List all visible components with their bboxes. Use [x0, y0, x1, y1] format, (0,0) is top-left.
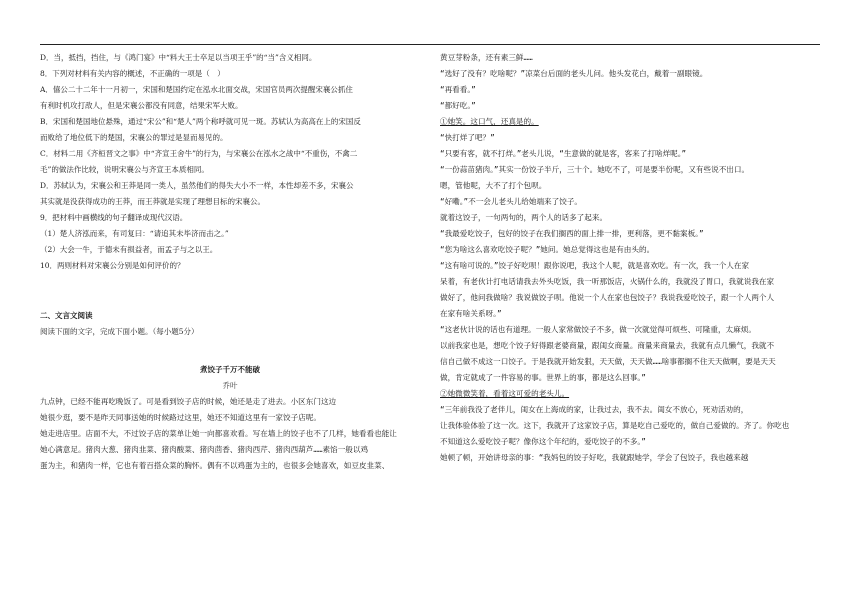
story-line-r4: “都好吃。” [440, 101, 476, 110]
q9-stem: 9．把材料中画横线的句子翻译成现代汉语。 [40, 213, 188, 222]
story-line-r3: “再看看。” [440, 85, 476, 94]
q8-stem: 8．下列对材料有关内容的概述，不正确的一项是（ ） [40, 69, 225, 78]
story-line-r19: 以前我家也是，想吃个饺子好得跟老婆商量，跟闺女商量。商量来商量去，我就有点几懒气，我就不 [440, 341, 775, 350]
q8-option-c-line1: C．材料二用《齐桓晋文之事》中“齐宣王舍牛”的行为，与宋襄公在泓水之战中“不重伤，不禽二 [40, 149, 358, 158]
section-instructions: 阅读下面的文字，完成下面小题。（每小题5分） [40, 327, 199, 336]
header-rule [40, 44, 820, 45]
story-line-4: 她心满意足。猪肉大葱、猪肉韭菜、猪肉酸菜、猪肉茴香、猪肉西芹、猪肉西葫芦……素馅一般以鸡 [40, 445, 369, 454]
story-line-r16: 做好了，他问我做啥？我说做饺子呗。他说一个人在家也包饺子？我说我爱吃饺子，跟一个人两个人 [440, 293, 775, 302]
story-line-r1: 黄豆芽粉条，还有素三鲜…… [440, 53, 533, 62]
underlined-sentence-1: ①她笑。这口气，还真是的。 [440, 117, 539, 126]
story-line-r20: 信自己做不成这一口饺子。于是我就开始发狠，天天做，天天做……啥事都搁不住天天做啊，要是天天 [440, 357, 776, 366]
q8-option-b-line1: B．宋国和楚国地位悬殊，通过“宋公”和“楚人”两个称呼就可见一斑。苏轼认为高高在上的宋国反 [40, 117, 361, 126]
story-line-r24: 让我体验体验了这一次。这下，我就开了这家饺子店，算是吃自己爱吃的，做自己爱做的。齐了。你吃也 [440, 421, 790, 430]
story-line-r18: “这老伙计说的话也有道理。一般人家常做饺子不多，做一次就觉得可烦些、可隆重，太麻烦。 [440, 325, 756, 334]
story-line-r8: “一份蒜苗猪肉。”其实一份饺子半斤，三十个。她吃不了，可是要半份呢，又有些说不出口。 [440, 165, 750, 174]
story-line-r25: 不知道这么爱吃饺子呢？像你这个年纪的，爱吃饺子的不多。” [440, 437, 646, 446]
right-column [440, 50, 820, 466]
q8-option-a-line2: 有利时机攻打敌人，但是宋襄公都没有同意，结果宋军大败。 [40, 101, 243, 110]
story-title: 煮饺子千万不能破 [200, 365, 260, 374]
q8-option-a-line1: A．僖公二十二年十一月初一，宋国和楚国约定在泓水北面交战，宋国官员两次提醒宋襄公抓住 [40, 85, 353, 94]
underlined-sentence-2: ②她微微笑着，看着这可爱的老头儿。 [440, 389, 570, 398]
story-line-r12: “我最爱吃饺子，包好的饺子在我们搁西的面上排一排，更利落，更不黏案板。” [440, 229, 704, 238]
q8-option-d-line2: 其实就是没获得成功的王莽，而王莽就是实现了理想目标的宋襄公。 [40, 197, 265, 206]
q8-option-b-line2: 而败给了地位低下的楚国，宋襄公的罪过是显而易见的。 [40, 133, 228, 142]
q8-option-c-line2: 毛”的做法作比较，说明宋襄公与齐宣王本质相同。 [40, 165, 209, 174]
story-line-r6: “快打烊了吧？” [440, 133, 495, 142]
story-author: 乔叶 [222, 381, 238, 390]
story-line-r26: 她顿了顿，开始讲母亲的事：“我妈包的饺子好吃，我就跟她学，学会了包饺子，我也越来越 [440, 453, 749, 462]
story-line-r2: “选好了没有？吃啥呢？”凉菜台后面的老头儿问。他头发花白，戴着一副眼镜。 [440, 69, 708, 78]
q9-item-1: （1）楚人济泓而来，有司复曰：“请追其未毕济而击之。” [40, 229, 229, 238]
story-line-r10: “好嘞。”不一会儿老头儿给她端来了饺子。 [440, 197, 583, 206]
story-line-r11: 就着这饺子，一句两句的，两个人的话多了起来。 [440, 213, 608, 222]
q8-option-d-line1: D．苏轼认为，宋襄公和王莽是同一类人，虽然他们的得失大小不一样，本性却差不多，宋襄公 [40, 181, 354, 190]
story-line-r7: “只要有客，就不打烊。”老头儿说，“生意做的就是客，客来了打啥烊呢。” [440, 149, 687, 158]
story-line-r9: 嗯，管他呢，大不了打个包呗。 [440, 181, 547, 190]
story-line-r14: “这有啥可说的。”饺子好吃呗！跟你说吧，我这个人呢，就是喜欢吃。有一次，我一个人在家 [440, 261, 750, 270]
q7-option-d: D．当，抵挡，挡住，与《鸿门宴》中“料大王士卒足以当项王乎”的“当”含义相同。 [40, 53, 317, 62]
story-line-1: 九点钟，已经不能再吃晚饭了。可是看到饺子店的时候，她还是走了进去。小区东门这边 [40, 397, 337, 406]
story-line-5: 蛋为主，和猪肉一样，它也有着百搭众菜的胸怀。偶有不以鸡蛋为主的，也很多会她喜欢，如豆皮韭菜、 [40, 461, 390, 470]
section-title: 二、文言文阅读 [40, 311, 93, 320]
story-line-r21: 做，肯定就成了一件容易的事。世界上的事，都是这么回事。” [440, 373, 646, 382]
left-column [40, 50, 420, 474]
story-line-r15: 呆着，有老伙计打电话请我去外头吃饭，我一听那饭店，火锅什么的，我就没了胃口，我就说我在家 [440, 277, 775, 286]
story-line-r13: “您为啥这么喜欢吃饺子呢？”她问。她总觉得这也是有由头的。 [440, 245, 655, 254]
story-line-r23: “三年前我没了老伴儿，闺女在上海成的家，让我过去，我不去。闺女不放心，死劝活劝的， [440, 405, 749, 414]
q10-stem: 10．两则材料对宋襄公分别是如何评价的？ [40, 261, 185, 270]
story-line-3: 她走进店里。店面不大，不过饺子店的菜单让她一向都喜欢看。写在墙上的饺子也不了几样，她看看也能让 [40, 429, 397, 438]
story-line-r17: 在家有啥关系呀。” [440, 309, 502, 318]
q9-item-2: （2）大会一牛，于德未有损益者，而孟子与之以王。 [40, 245, 218, 254]
story-line-2: 她很少逛，要不是昨天同事送她的时候路过这里，她还不知道这里有一家饺子店呢。 [40, 413, 321, 422]
